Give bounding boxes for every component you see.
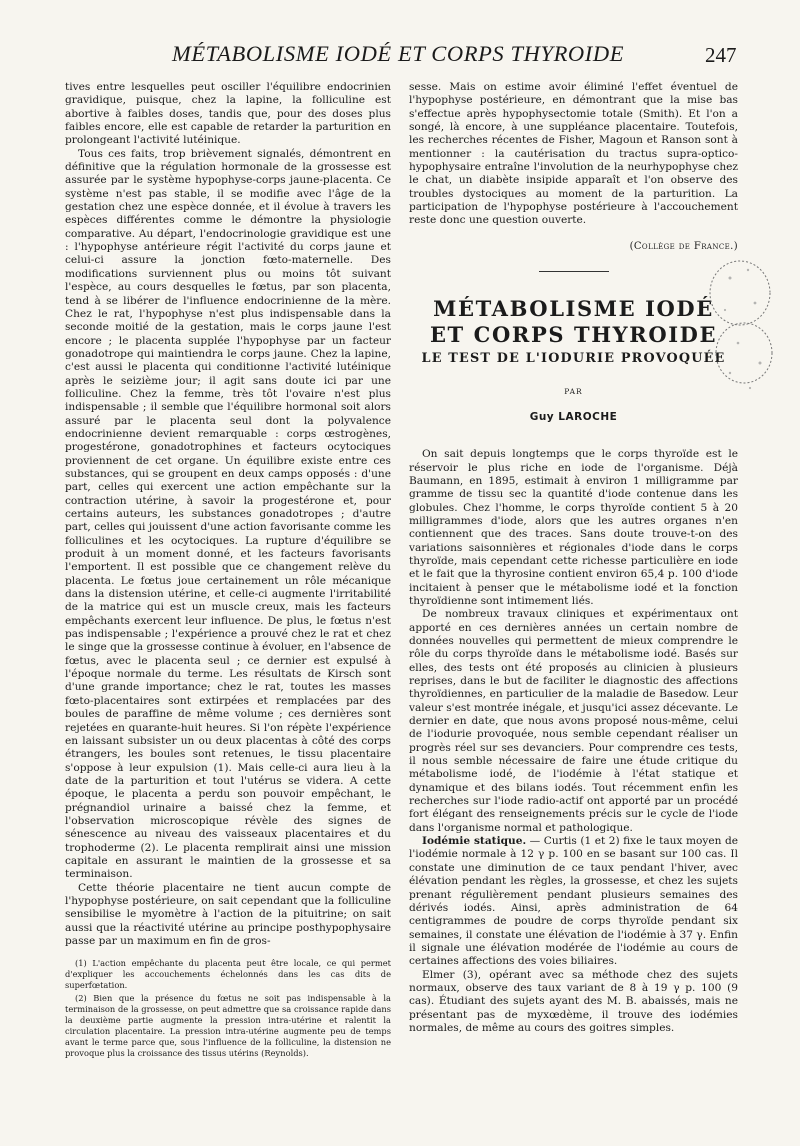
article-title-line-2: ET CORPS THYROIDE [429,322,718,348]
page-number: 247 [705,43,737,67]
paragraph-text: — Curtis (1 et 2) fixe le taux moyen de l'iodémie normale à 12 γ p. 100 en se basant sur 100 cas. Il constate une diminution de ce taux pendant l'hiver, avec élévation pendant les règles, la grossesse, et chez les sujets prenant régulièrement pendant plusieurs semaines des dérivés iodés. Ainsi, après administration de 64 centigrammes de poudre de corps thyroïde pendant six semaines, il constate une élévation de l'iodémie à 37 γ. Enfin il signale une élévation modérée de l'iodémie au cours de certaines affections des voies biliaires. [409,835,738,968]
article-title-line-1: MÉTABOLISME IODÉ [433,296,714,322]
footnote: (2) Bien que la présence du fœtus ne soit pas indispensable à la terminaison de la grossesse, on peut admettre que sa croissance rapide dans la deuxième partie augmente la pression intra-utérine et ralentit la circulation placentaire. La pression intra-utérine augmente peu de temps avant le terme parce que, sous l'influence de la folliculine, la distension ne provoque plus la croissance des tissus utérins (Reynolds). [65,993,391,1058]
paragraph: Cette théorie placentaire ne tient aucun compte de l'hypophyse postérieure, on sait cependant que la folliculine sensibilise le myomètre à l'action de la pituitrine; on sait aussi que la réactivité utérine au principe posthypophysaire passe par un maximum en fin de gros- [65,881,391,947]
paragraph: On sait depuis longtemps que le corps thyroïde est le réservoir le plus riche en iode de l'organisme. Déjà Baumann, en 1895, estimait à environ 1 milligramme par gramme de tissu sec la quantité d'iode contenue dans les globules. Chez l'homme, le corps thyroïde contient 5 à 20 milligrammes d'iode, alors que les autres organes n'en contiennent que des traces. Sans doute trouve-t-on des variations saisonnières et régionales d'iode dans le corps thyroïde, mais cependant cette richesse particulière en iode et le fait que la thyrosine contient environ 65,4 p. 100 d'iode incitaient à penser que le métabolisme iodé et la fonction thyroïdienne sont intimement liés. [409,448,738,607]
by-label: PAR [564,387,583,397]
stamp-icon [700,248,782,408]
paragraph [409,835,738,968]
signature: (Collège de France.) [629,240,738,252]
paragraph: Tous ces faits, trop brièvement signalés, démontrent en définitive que la régulation hormonale de la grossesse est assurée par le système hypophyse-corps jaune-placenta. Ce système n'est pas stable, il se modifie avec l'âge de la gestation chez une espèce donnée, et il évolue à travers les espèces différentes comme le démontre la physiologie comparative. Au départ, l'endocrinologie gravidique est une : l'hypophyse antérieure régit l'activité du corps jaune et celui-ci assure la jonction fœto-maternelle. Des modifications surviennent plus ou moins tôt suivant l'espèce, au cours desquelles le fœtus, par son placenta, tend à se libérer de l'influence endocrinienne de la mère. Chez le rat, l'hypophyse n'est plus indispensable dans la seconde moitié de la gestation, mais le corps jaune l'est encore ; le placenta supplée l'hypophyse par un facteur gonadotrope qui maintiendra le corps jaune. Chez la lapine, c'est aussi le placenta qui conditionne l'activité lutéinique après le seizième jour; il agit sans doute ici par une folliculine. Chez la femme, très tôt l'ovaire n'est plus indispensable ; il semble que l'équilibre hormonal soit alors assuré par le placenta seul dont la polyvalence endocrinienne devient remarquable : corps œstrogènes, progestérone, gonadotrophines et facteurs ocytociques proviennent de cet organe. Un équilibre existe entre ces substances, qui se groupent en deux camps opposés : d'une part, celles qui exercent une action empêchante sur la contraction utérine, à savoir la progestérone et, pour certains auteurs, les substances gonadotropes ; d'autre part, celles qui jouissent d'une action favorisante comme les folliculines et les ocytociques. La rupture d'équilibre se produit à un moment donné, et les facteurs favorisants l'emportent. Il est possible que ce changement relève du placenta. Le fœtus joue certainement un rôle mécanique dans la distension utérine, et celle-ci augmente l'irritabilité de la matrice qui est un muscle creux, mais les facteurs empêchants exercent leur influence. De plus, le fœtus n'est pas indispensable ; l'expérience a prouvé chez le rat et chez le singe que la grossesse continue à évoluer, en l'absence de fœtus, avec le placenta seul ; ce dernier est expulsé à l'époque normale du terme. Les résultats de Kirsch sont d'une grande importance; chez le rat, toutes les masses fœto-placentaires sont extirpées et remplacées par des boules de paraffine de même volume ; ces dernières sont rejetées en quarante-huit heures. Si l'on répète l'expérience en laissant subsister un ou deux placentas à côté des corps étrangers, les boules sont retenues, le tissu placentaire s'oppose à leur expulsion (1). Mais celle-ci aura lieu à la date de la parturition et tout l'utérus se videra. A cette époque, le placenta a perdu son pouvoir empêchant, le prégnandiol urinaire a baissé chez la femme, et l'observation microscopique révèle des signes de sénescence au niveau des vaisseaux placentaires et du trophoderme (2). Le placenta remplirait ainsi une mission capitale en assurant le maintien de la grossesse et sa terminaison. [65,147,391,881]
footnotes [65,958,391,1061]
footnote: (1) L'action empêchante du placenta peut être locale, ce qui permet d'expliquer les accouchements échelonnés dans les cas dits de superfœtation. [65,958,391,990]
article-subtitle: LE TEST DE L'IODURIE PROVOQUÉE [421,351,726,367]
section-heading: Iodémie statique. [422,835,527,848]
article-body [409,448,738,1035]
paragraph: De nombreux travaux cliniques et expérimentaux ont apporté en ces dernières années un certain nombre de données nouvelles qui permettent de mieux comprendre le rôle du corps thyroïde dans le métabolisme iodé. Basés sur elles, des tests ont été proposés au clinicien à plusieurs reprises, dans le but de faciliter le diagnostic des affections thyroïdiennes, en particulier de la maladie de Basedow. Leur valeur s'est montrée inégale, et jusqu'ici assez décevante. Le dernier en date, que nous avons proposé nous-même, celui de l'iodurie provoquée, nous semble cependant réaliser un progrès réel sur ses devanciers. Pour comprendre ces tests, il nous semble nécessaire de faire une étude critique du métabolisme iodé, de l'iodémie à l'état statique et dynamique et des bilans iodés. Tout récemment enfin les recherches sur l'iode radio-actif ont apporté par un procédé fort élégant des renseignements précis sur le cycle de l'iode dans l'organisme normal et pathologique. [409,608,738,834]
author-name: Guy LAROCHE [529,410,618,423]
running-title: MÉTABOLISME IODÉ ET CORPS THYROIDE [172,41,625,66]
paragraph: tives entre lesquelles peut osciller l'équilibre endocrinien gravidique, puisque, chez la lapine, la folliculine est abortive à faibles doses, tandis que, pour des doses plus faibles encore, elle est capable de retarder la parturition en prolongeant l'activité lutéinique. [65,81,391,147]
paragraph: Elmer (3), opérant avec sa méthode chez des sujets normaux, observe des taux variant de 8 à 19 γ p. 100 (9 cas). Étudiant des sujets ayant des M. B. abaissés, mais ne présentant pas de myxœdème, il trouve des iodémies normales, de même au cours des goitres simples. [409,968,738,1034]
paragraph: sesse. Mais on estime avoir éliminé l'effet éventuel de l'hypophyse postérieure, en démontrant que la mise bas s'effectue après hypophysectomie totale (Smith). Et l'on a songé, là encore, à une suppléance placentaire. Toutefois, les recherches récentes de Fisher, Magoun et Ranson sont à mentionner : la cautérisation du tractus supra-optico-hypophysaire entraîne l'involution de la neurhypophyse chez le chat, un diabète insipide apparaît et l'on observe des troubles dystociques au moment de la parturition. La participation de l'hypophyse postérieure à l'accouchement reste donc une question ouverte. [409,81,738,227]
left-column [65,81,391,948]
section-divider [539,271,609,272]
right-column [409,81,738,1035]
